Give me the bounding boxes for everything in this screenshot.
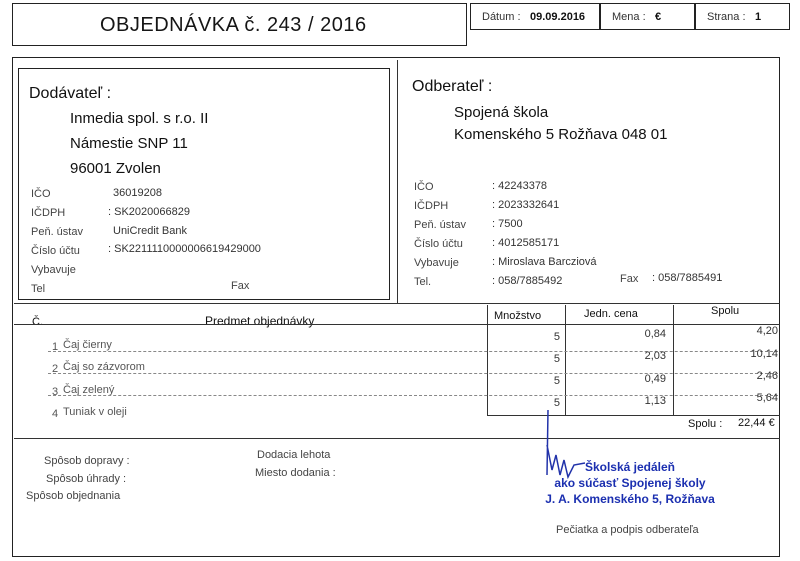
row-qty: 5 bbox=[553, 353, 560, 365]
row-divider bbox=[48, 395, 778, 396]
stamp-line-1: Školská jedáleň bbox=[584, 460, 676, 474]
col-qty-header: Množstvo bbox=[494, 310, 542, 322]
qty-col-line bbox=[487, 305, 488, 415]
supplier-tel-label: Tel bbox=[31, 283, 46, 295]
supplier-ico-label: IČO bbox=[31, 188, 51, 200]
transport-label: Spôsob dopravy : bbox=[44, 455, 130, 467]
currency-value: € bbox=[655, 11, 662, 23]
row-no: 3 bbox=[52, 386, 59, 398]
order-title: OBJEDNÁVKA č. 243 / 2016 bbox=[100, 14, 367, 36]
delivery-place-label: Miesto dodania : bbox=[255, 467, 336, 479]
col-unit-price-header: Jedn. cena bbox=[584, 308, 638, 320]
row-no: 1 bbox=[52, 341, 59, 353]
page-value: 1 bbox=[755, 11, 762, 23]
customer-divider bbox=[397, 60, 398, 303]
supplier-heading: Dodávateľ : bbox=[29, 85, 112, 102]
customer-icdph-label: IČDPH bbox=[414, 200, 449, 212]
customer-handler-value: : Miroslava Barcziová bbox=[492, 256, 597, 268]
page-label: Strana : bbox=[707, 11, 746, 23]
row-no: 4 bbox=[52, 408, 59, 420]
table-bottom-line bbox=[14, 438, 780, 439]
customer-fax-label: Fax bbox=[620, 273, 639, 285]
date-label: Dátum : bbox=[482, 11, 521, 23]
row-unit: 1,13 bbox=[644, 395, 666, 407]
row-item: Čaj čierny bbox=[63, 339, 112, 351]
row-total: 10,14 bbox=[750, 348, 778, 360]
supplier-icdph-value: : SK2020066829 bbox=[108, 206, 190, 218]
row-divider bbox=[48, 351, 778, 352]
customer-bank-value: : 7500 bbox=[492, 218, 523, 230]
supplier-street: Námestie SNP 11 bbox=[70, 135, 188, 152]
row-qty: 5 bbox=[553, 375, 560, 387]
sum-value: 22,44 € bbox=[738, 417, 775, 429]
col-no-header: Č. bbox=[32, 316, 43, 328]
customer-fax-value: : 058/7885491 bbox=[652, 272, 723, 284]
supplier-ico-value: 36019208 bbox=[113, 187, 162, 199]
customer-ico-label: IČO bbox=[414, 181, 434, 193]
row-unit: 0,84 bbox=[644, 328, 666, 340]
customer-bank-label: Peň. ústav bbox=[414, 219, 466, 231]
supplier-account-label: Číslo účtu bbox=[31, 245, 80, 257]
row-item: Čaj zelený bbox=[63, 384, 115, 396]
supplier-handler-label: Vybavuje bbox=[31, 264, 76, 276]
stamp-line-2: ako súčasť Spojenej školy bbox=[554, 476, 706, 490]
total-col-line bbox=[673, 305, 674, 415]
supplier-city: 96001 Zvolen bbox=[70, 160, 161, 177]
supplier-bank-label: Peň. ústav bbox=[31, 226, 83, 238]
row-no: 2 bbox=[52, 363, 59, 375]
customer-heading: Odberateľ : bbox=[412, 78, 493, 95]
table-header-line bbox=[14, 324, 780, 325]
stamp-line-3: J. A. Komenského 5, Rožňava bbox=[545, 492, 715, 506]
payment-label: Spôsob úhrady : bbox=[46, 473, 127, 485]
customer-tel-value: : 058/7885492 bbox=[492, 275, 563, 287]
row-qty: 5 bbox=[553, 331, 560, 343]
row-total: 2,46 bbox=[756, 370, 778, 382]
supplier-fax-label: Fax bbox=[231, 280, 250, 292]
ordering-label: Spôsob objednania bbox=[26, 490, 121, 502]
supplier-bank-value: UniCredit Bank bbox=[113, 225, 187, 237]
customer-ico-value: : 42243378 bbox=[492, 180, 548, 192]
row-unit: 2,03 bbox=[644, 350, 666, 362]
supplier-icdph-label: IČDPH bbox=[31, 207, 66, 219]
customer-address: Komenského 5 Rožňava 048 01 bbox=[454, 126, 668, 143]
currency-label: Mena : bbox=[612, 11, 646, 23]
sum-label: Spolu : bbox=[688, 418, 723, 430]
row-item: Čaj so zázvorom bbox=[63, 361, 145, 373]
customer-name: Spojená škola bbox=[454, 104, 549, 121]
signature-caption: Pečiatka a podpis odberateľa bbox=[556, 524, 699, 536]
table-top-line bbox=[14, 303, 780, 304]
row-divider bbox=[48, 373, 778, 374]
date-value: 09.09.2016 bbox=[530, 11, 586, 23]
delivery-date-label: Dodacia lehota bbox=[257, 449, 331, 461]
unit-col-line bbox=[565, 305, 566, 415]
col-total-header: Spolu bbox=[711, 305, 740, 317]
row-unit: 0,49 bbox=[644, 373, 666, 385]
supplier-account-value: : SK2211110000006619429000 bbox=[108, 243, 261, 255]
customer-account-value: : 4012585171 bbox=[492, 237, 560, 249]
row-qty: 5 bbox=[553, 397, 560, 409]
row-total: 4,20 bbox=[756, 325, 778, 337]
row-item: Tuniak v oleji bbox=[63, 406, 127, 418]
supplier-name: Inmedia spol. s r.o. II bbox=[70, 110, 209, 127]
customer-icdph-value: : 2023332641 bbox=[492, 199, 560, 211]
customer-account-label: Číslo účtu bbox=[414, 238, 463, 250]
customer-tel-label: Tel. bbox=[414, 276, 432, 288]
col-subject-header: Predmet objednávky bbox=[205, 314, 315, 328]
school-stamp bbox=[515, 459, 745, 507]
customer-handler-label: Vybavuje bbox=[414, 257, 459, 269]
row-total: 5,64 bbox=[756, 392, 778, 404]
